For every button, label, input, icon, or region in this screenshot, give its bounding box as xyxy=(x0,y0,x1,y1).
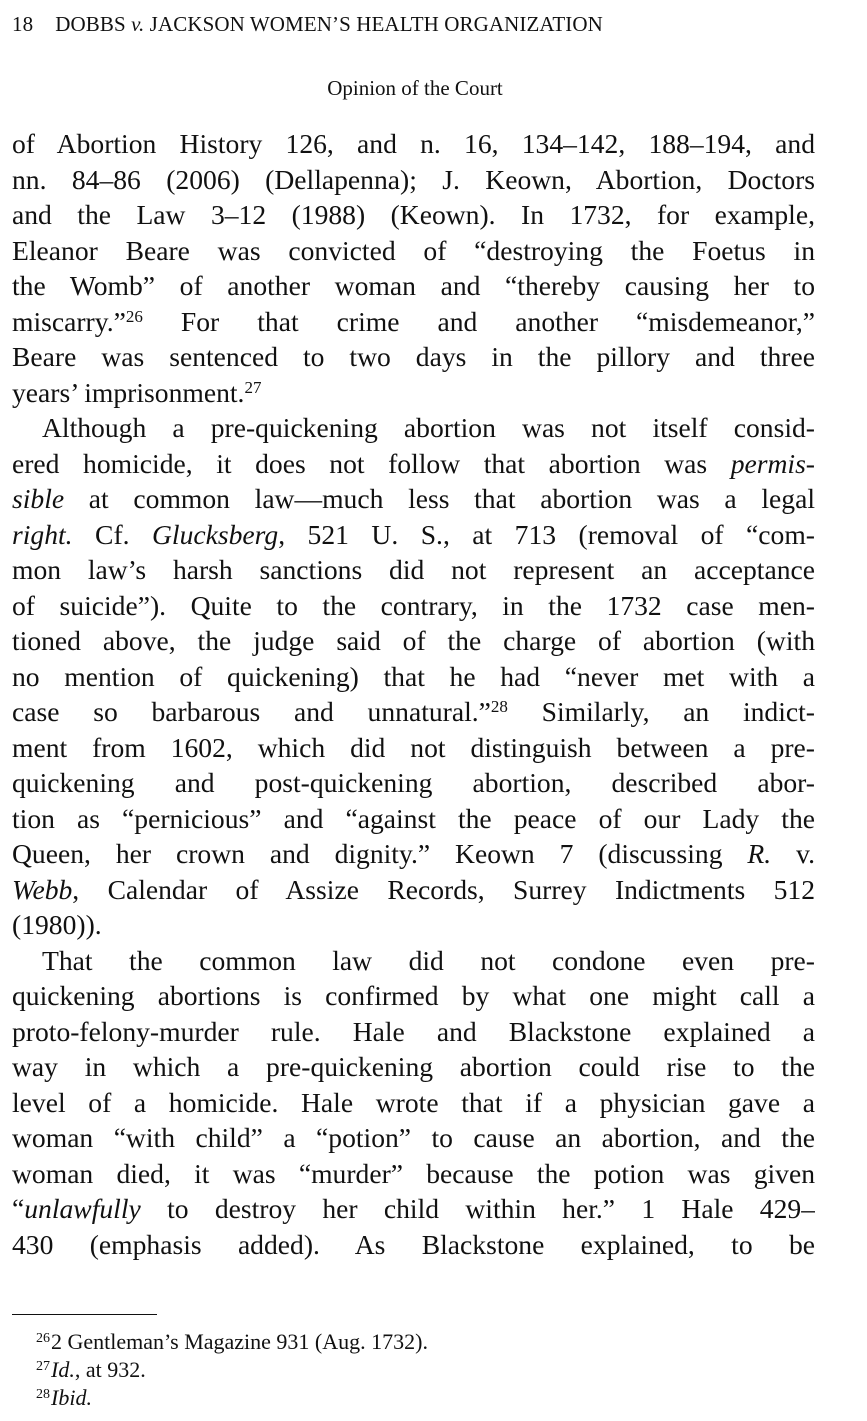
footnote-ref-26[interactable]: 26 xyxy=(125,306,143,326)
footnote-number: 27 xyxy=(36,1359,50,1374)
running-head-left: DOBBS xyxy=(55,12,126,36)
page-number: 18 xyxy=(12,12,34,36)
footnote-number: 28 xyxy=(36,1387,50,1402)
text-run: years’ imprisonment. xyxy=(12,376,245,408)
text-line: woman “with child” a “potion” to cause an abortion, and the xyxy=(12,1122,815,1153)
italic-text: permis- xyxy=(730,447,815,479)
text-run: case so barbarous and unnatural.” xyxy=(12,696,491,727)
text-line: Eleanor Beare was convicted of “destroying the Foetus in xyxy=(12,234,815,266)
text-line: no mention of quickening) that he had “never met with a xyxy=(12,660,815,692)
case-name: R. xyxy=(747,838,772,869)
paragraph-3 xyxy=(12,943,815,1263)
text-line: Although a pre-quickening abortion was not itself consid- xyxy=(42,412,815,443)
paragraph-1 xyxy=(12,126,815,410)
text-run: ered homicide, it does not follow that abortion was xyxy=(12,447,731,479)
text-line: tion as “pernicious” and “against the peace of our Lady the xyxy=(12,802,815,834)
footnotes xyxy=(36,1328,816,1412)
text-line xyxy=(12,694,815,730)
text-line: (1980)). xyxy=(12,909,102,940)
text-line: mon law’s harsh sanctions did not represent an acceptance xyxy=(12,554,815,585)
text-run: Cf. xyxy=(72,518,152,550)
footnote-28 xyxy=(36,1384,816,1412)
text-line: of suicide”). Quite to the contrary, in the 1732 case men- xyxy=(12,589,815,621)
text-run: , Calendar of Assize Records, Surrey Indictments 512 xyxy=(72,873,815,905)
text-run: Queen, her crown and dignity.” Keown 7 (discussing xyxy=(12,838,748,869)
footnote-citation: Ibid. xyxy=(51,1385,92,1410)
text-run: For that crime and another “misdemeanor,” xyxy=(142,305,815,337)
text-line: proto-felony-murder rule. Hale and Blackstone explained a xyxy=(12,1015,815,1047)
text-line xyxy=(12,1191,815,1227)
text-run: v. xyxy=(771,838,815,869)
text-run: miscarry.” xyxy=(12,305,126,337)
text-line xyxy=(12,304,815,340)
text-line: That the common law did not condone even pre- xyxy=(42,944,815,976)
case-name: Glucksberg xyxy=(152,518,279,550)
footnote-text: , at 932. xyxy=(74,1357,146,1382)
text-line xyxy=(12,446,815,482)
italic-text: right. xyxy=(12,518,73,550)
text-run: , 521 U. S., at 713 (removal of “com- xyxy=(278,518,815,550)
running-head-vs: v. xyxy=(131,12,145,36)
footnote-text: 2 Gentleman’s Magazine 931 (Aug. 1732). xyxy=(51,1329,428,1354)
italic-text: sible xyxy=(12,483,65,514)
case-name: Webb xyxy=(12,873,73,905)
running-head-right: JACKSON WOMEN’S HEALTH ORGANIZATION xyxy=(149,12,603,36)
text-line: way in which a pre-quickening abortion could rise to the xyxy=(12,1051,815,1082)
text-line: Beare was sentenced to two days in the pillory and three xyxy=(12,341,815,372)
text-line xyxy=(12,481,815,517)
footnote-ref-28[interactable]: 28 xyxy=(490,697,508,716)
paragraph-2 xyxy=(12,410,815,943)
text-line xyxy=(12,872,815,908)
text-line xyxy=(12,836,815,872)
footnote-ref-27[interactable]: 27 xyxy=(244,377,262,397)
opinion-body xyxy=(12,126,815,1262)
text-run: to destroy her child within her.” 1 Hale 429– xyxy=(140,1193,815,1224)
text-line: the Womb” of another woman and “thereby causing her to xyxy=(12,270,815,301)
text-line: tioned above, the judge said of the charge of abortion (with xyxy=(12,625,815,656)
text-line: ment from 1602, which did not distinguish between a pre- xyxy=(12,731,815,763)
running-head xyxy=(55,12,603,36)
text-line: nn. 84–86 (2006) (Dellapenna); J. Keown, Abortion, Doctors xyxy=(12,163,815,195)
text-line: quickening and post-quickening abortion, described abor- xyxy=(12,767,815,798)
footnote-citation: Id. xyxy=(51,1357,75,1382)
text-line: of Abortion History 126, and n. 16, 134–142, 188–194, and xyxy=(12,128,815,159)
text-line xyxy=(12,375,815,411)
text-line: level of a homicide. Hale wrote that if a physician gave a xyxy=(12,1086,815,1118)
text-run: Similarly, an indict- xyxy=(507,696,815,727)
text-run: “ xyxy=(12,1193,25,1224)
opinion-label: Opinion of the Court xyxy=(327,76,503,100)
page-header xyxy=(12,12,812,37)
text-line xyxy=(12,517,815,553)
text-line: 430 (emphasis added). As Blackstone explained, to be xyxy=(12,1228,815,1260)
footnote-number: 26 xyxy=(36,1331,50,1346)
text-line: and the Law 3–12 (1988) (Keown). In 1732, for example, xyxy=(12,199,815,230)
text-line: woman died, it was “murder” because the potion was given xyxy=(12,1157,815,1189)
footnote-26 xyxy=(36,1328,816,1356)
footnote-27 xyxy=(36,1356,816,1384)
italic-text: unlawfully xyxy=(24,1193,141,1224)
footnote-divider xyxy=(12,1314,157,1315)
text-run: at common law—much less that abortion was a legal xyxy=(64,483,815,514)
text-line: quickening abortions is confirmed by what one might call a xyxy=(12,980,815,1011)
